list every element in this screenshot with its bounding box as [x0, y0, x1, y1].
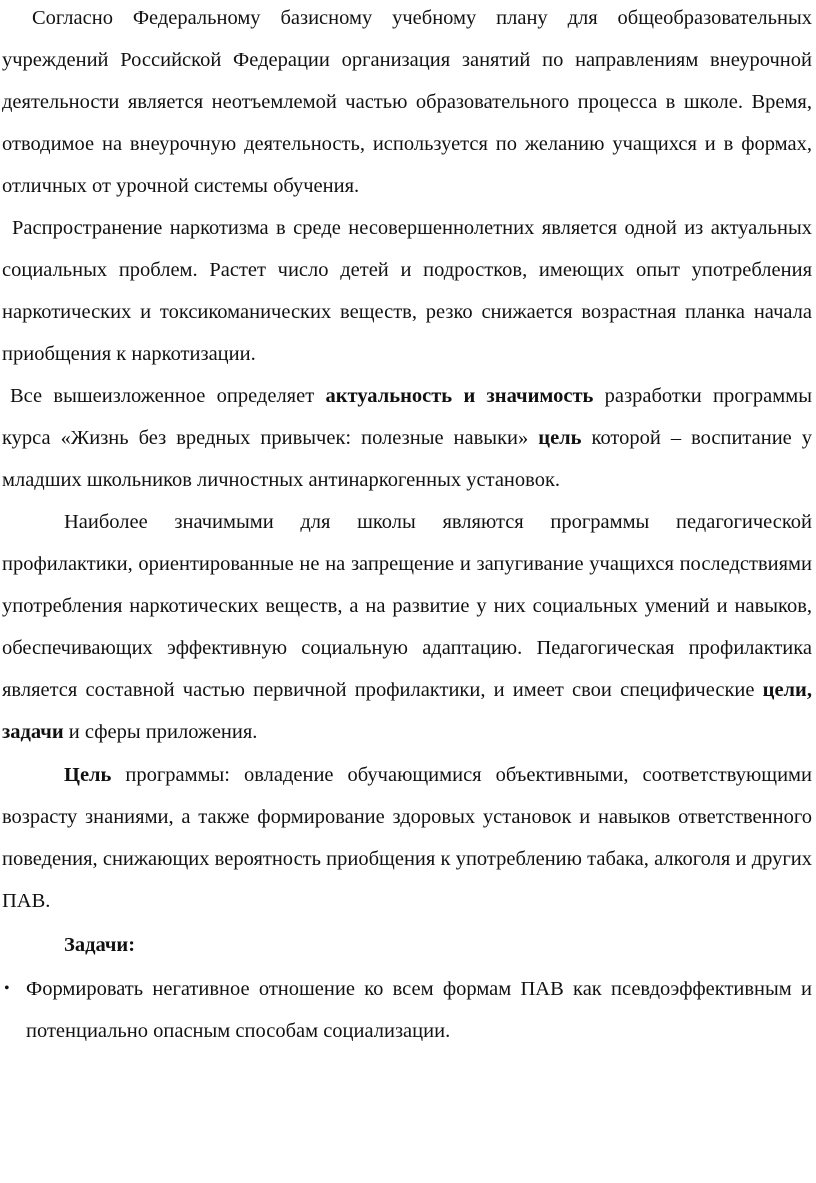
tasks-heading: [2, 924, 812, 966]
relevance-text-3: которой – воспитание у младших школьников личностных антинаркогенных установок.: [2, 427, 813, 491]
relevance-text-2: разработки программы курса «Жизнь без вредных привычек: полезные навыки»: [2, 385, 812, 449]
paragraph-curriculum: [2, 0, 812, 207]
paragraph-drug-problem: [2, 207, 812, 375]
task-text: Формировать негативное отношение ко всем формам ПАВ как псевдоэффективным и потенциально опасным способам социализации.: [26, 978, 812, 1042]
program-goal-label: Цель: [64, 764, 112, 786]
paragraph-drug-problem-text: Распространение наркотизма в среде несовершеннолетних является одной из актуальных социальных проблем. Растет число детей и подростков, имеющих опыт употребления наркотических и токсикоманических веществ, резко снижается возрастная планка начала приобщения к наркотизации.: [2, 217, 812, 365]
paragraph-relevance: [2, 375, 812, 501]
relevance-text-1: Все вышеизложенное определяет: [10, 385, 326, 407]
bullet-icon: •: [4, 980, 10, 997]
program-goal-text: программы: овладение обучающимися объективными, соответствующими возрасту знаниями, а также формирование здоровых установок и навыков ответственного поведения, снижающих вероятность приобщения к употреблению табака, алкоголя и других ПАВ.: [2, 764, 812, 912]
prevention-text-1: Наиболее значимыми для школы являются программы педагогической профилактики, ориентированные не на запрещение и запугивание учащихся последствиями употребления наркотических веществ, а на развитие у них социальных умений и навыков, обеспечивающих эффективную социальную адаптацию. Педагогическая профилактика является составной частью первичной профилактики, и имеет свои специфические: [2, 511, 812, 701]
tasks-heading-text: Задачи:: [64, 934, 136, 956]
paragraph-prevention: [2, 501, 812, 753]
list-item: [2, 968, 812, 1052]
paragraph-curriculum-text: Согласно Федеральному базисному учебному плану для общеобразовательных учреждений Российской Федерации организация занятий по направлениям внеурочной деятельности является неотъемлемой частью образовательного процесса в школе. Время, отводимое на внеурочную деятельность, используется по желанию учащихся и в формах, отличных от урочной системы обучения.: [2, 7, 812, 197]
prevention-text-2: и сферы приложения.: [63, 721, 258, 743]
relevance-bold-term: актуальность и значимость: [325, 385, 594, 407]
prevention-bold-term: цели, задачи: [2, 679, 812, 743]
goal-bold-term: цель: [538, 427, 582, 449]
paragraph-program-goal: [2, 754, 812, 922]
